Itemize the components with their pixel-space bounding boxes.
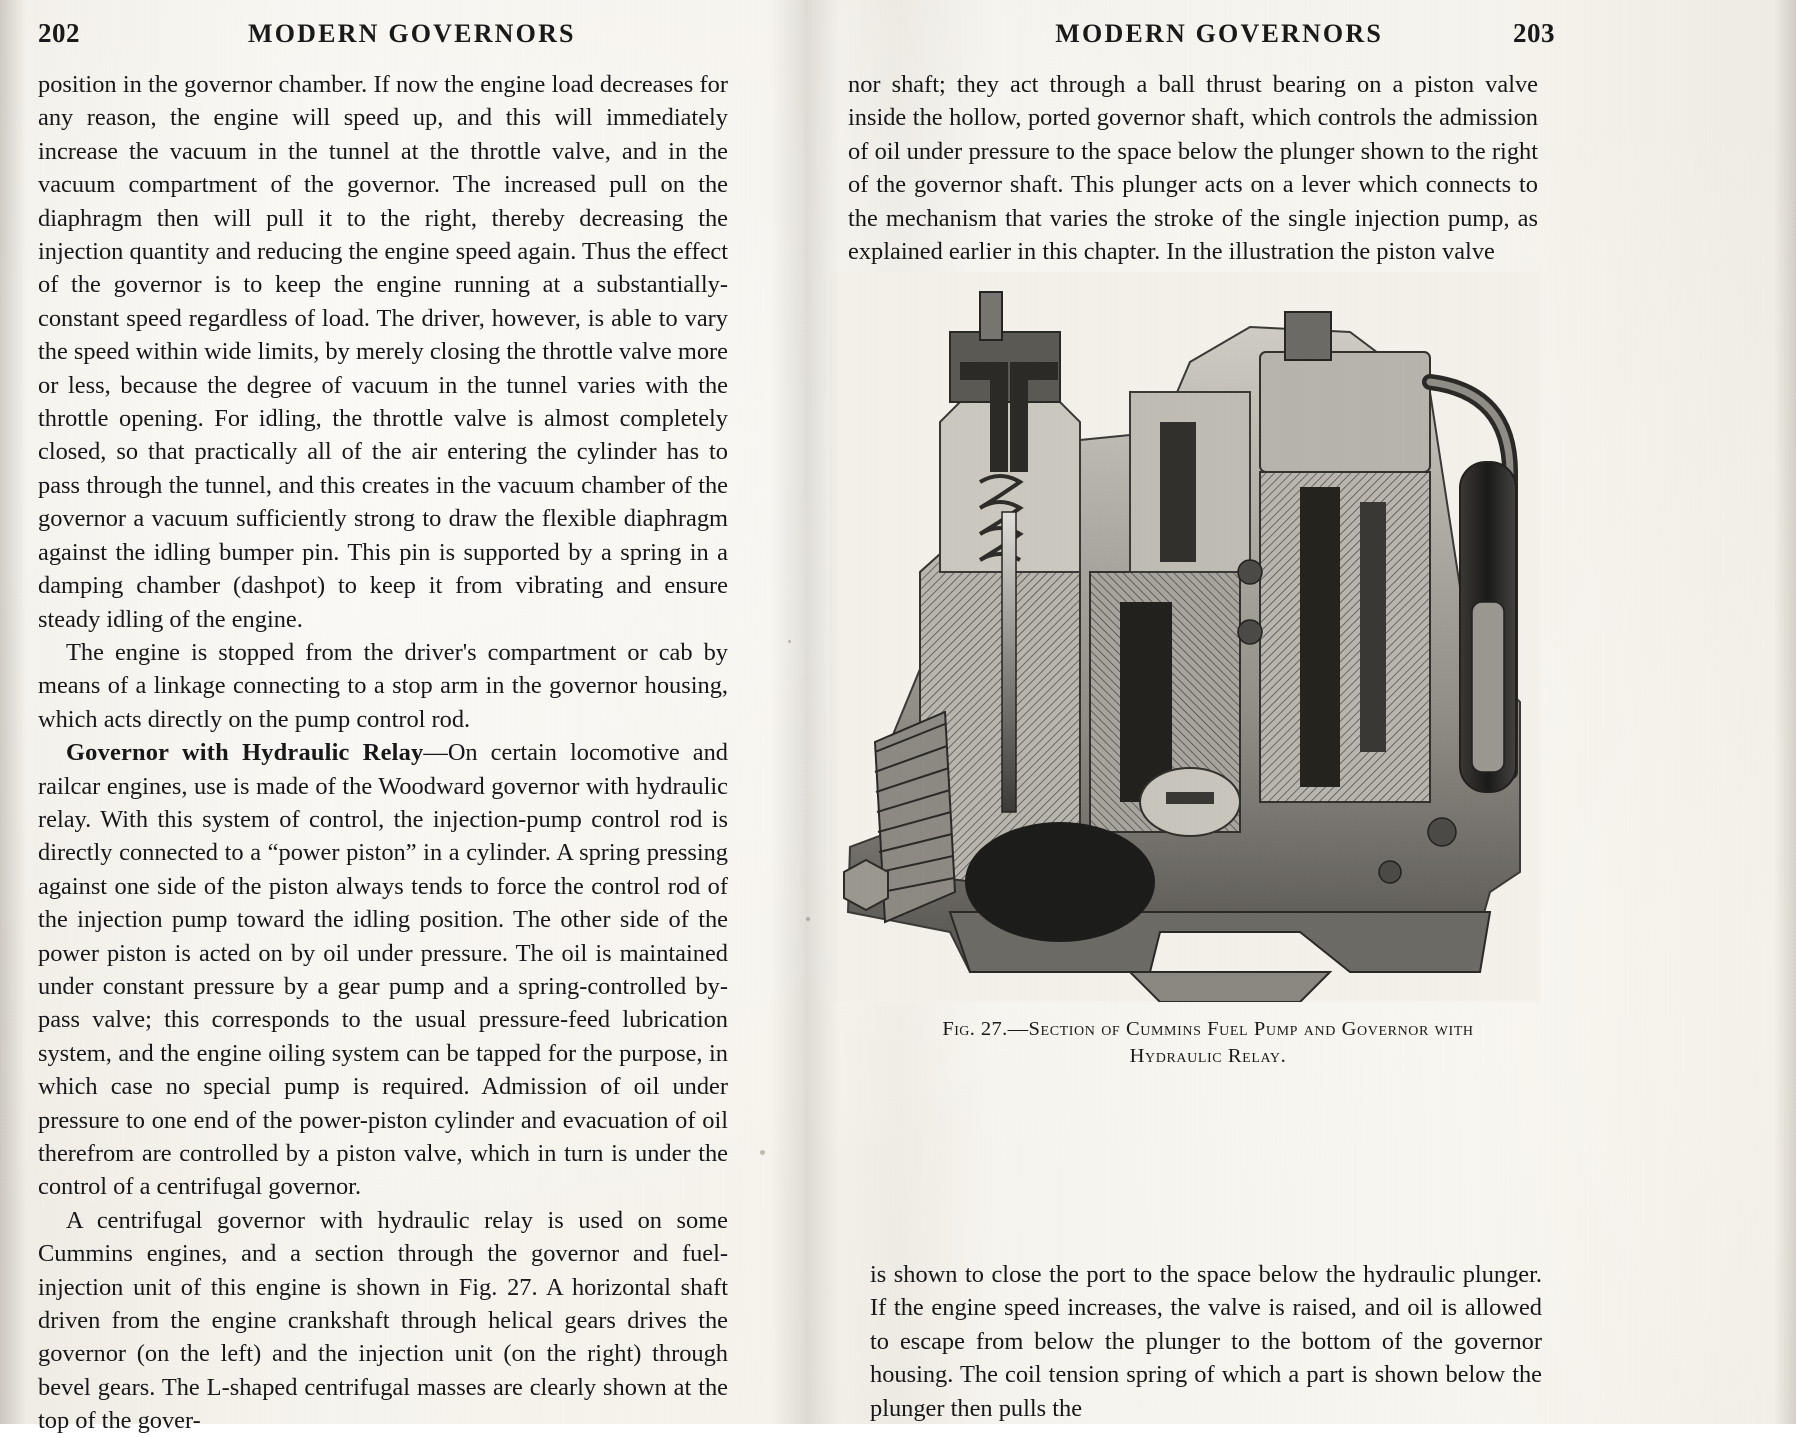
right-page-header bbox=[845, 18, 1555, 58]
paragraph: position in the governor chamber. If now the engine load decreases for any reason, the engine will speed up, and this will immediately increase the vacuum in the tunnel at the throttle valve, and in the vacuum compartment of the governor. The increased pull on the diaphragm then will pull it to the right, thereby decreasing the injection quantity and reducing the engine speed again. Thus the effect of the governor is to keep the engine running at a substantially-constant speed regardless of load. The driver, however, is able to vary the speed within wide limits, by merely closing the throttle valve more or less, because the degree of vacuum in the tunnel varies with the throttle opening. For idling, the throttle valve is almost completely closed, so that practically all of the air entering the cylinder has to pass through the tunnel, and this creates in the vacuum chamber of the governor a vacuum sufficiently strong to draw the flexible diaphragm against the idling bumper pin. This pin is supported by a spring in a damping chamber (dashpot) to keep it from vibrating and ensure steady idling of the engine. bbox=[38, 71, 728, 633]
figure-caption-line-1: Section of Cummins Fuel Pump and Governor with bbox=[1028, 1018, 1474, 1040]
left-running-head: MODERN GOVERNORS bbox=[248, 19, 576, 48]
paper-speck bbox=[760, 1150, 765, 1155]
right-page-body-bottom bbox=[870, 1258, 1542, 1425]
figure-27-illustration bbox=[830, 272, 1540, 1002]
figure-caption bbox=[872, 1016, 1544, 1070]
figure-number: Fig. 27.— bbox=[942, 1018, 1029, 1040]
right-edge-shadow bbox=[1774, 0, 1796, 1424]
paragraph: The engine is stopped from the driver's compartment or cab by means of a linkage connecting to a stop arm in the governor housing, which acts directly on the pump control rod. bbox=[38, 638, 728, 733]
figure-caption-line-2: Hydraulic Relay. bbox=[1129, 1045, 1287, 1067]
paper-speck bbox=[806, 917, 810, 921]
paragraph: is shown to close the port to the space below the hydraulic plunger. If the engine speed increases, the valve is raised, and oil is allowed to escape from below the plunger to the bottom of the governor housing. The coil tension spring of which a part is shown below the plunger then pulls the bbox=[870, 1261, 1542, 1422]
left-edge-shadow bbox=[0, 0, 26, 1424]
paper-speck bbox=[788, 640, 791, 643]
left-page-body bbox=[38, 68, 728, 1438]
section-body-text: —On certain locomotive and railcar engines, use is made of the Woodward governor with hydraulic relay. With this system of control, the injection-pump control rod is directly connected to a “power piston” in a cylinder. A spring pressing against one side of the piston always tends to force the control rod of the injection pump toward the idling position. The other side of the power piston is acted on by oil under pressure. The oil is maintained under constant pressure by a gear pump and a spring-controlled by-pass valve; this corresponds to the usual pressure-feed lubrication system, and the engine oiling system can be tapped for the purpose, in which case no special pump is required. Admission of oil under pressure to one end of the power-piston cylinder and evacuation of oil therefrom are controlled by a piston valve, which in turn is under the control of a centrifugal governor. bbox=[38, 739, 728, 1201]
right-page-folio: 203 bbox=[1513, 18, 1555, 48]
left-page-folio: 202 bbox=[38, 18, 80, 48]
paragraph: nor shaft; they act through a ball thrust bearing on a piston valve inside the hollow, ported governor shaft, which controls the admission of oil under pressure to the space below the plunger shown to the right of the governor shaft. This plunger acts on a lever which connects to the mechanism that varies the stroke of the single injection pump, as explained earlier in this chapter. In the illustration the piston valve bbox=[848, 71, 1538, 266]
left-page-header bbox=[38, 18, 738, 58]
section-heading: Governor with Hydraulic Relay bbox=[66, 739, 424, 767]
right-running-head: MODERN GOVERNORS bbox=[1055, 19, 1383, 48]
paragraph: A centrifugal governor with hydraulic relay is used on some Cummins engines, and a section through the governor and fuel-injection unit of this engine is shown in Fig. 27. A horizontal shaft driven from the engine crankshaft through helical gears drives the governor (on the left) and the injection unit (on the right) through bevel gears. The L-shaped centrifugal masses are clearly shown at the top of the gover- bbox=[38, 1206, 728, 1435]
section-paragraph bbox=[38, 736, 728, 1204]
right-page-body-top bbox=[848, 68, 1538, 268]
